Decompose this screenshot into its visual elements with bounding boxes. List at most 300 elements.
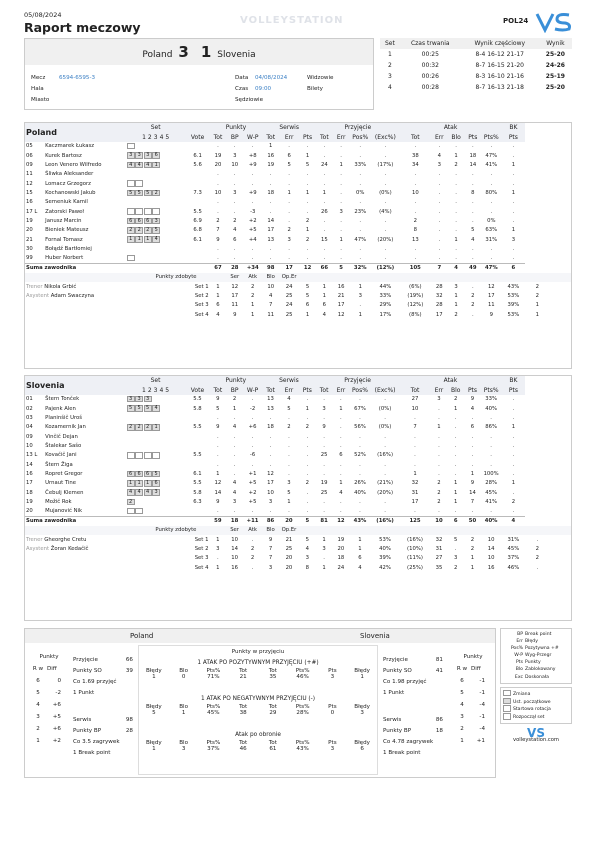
stat-cell: 24 [320,162,328,169]
grid-header: Pts% [295,668,310,674]
stat-cell: 47% [485,152,498,159]
player-number: 16 [26,471,33,478]
set-stat-cell: 11 [231,302,239,309]
stat-cell: 1 [511,227,516,234]
stat-cell: 18 [267,190,275,197]
player-row[interactable] [25,497,571,506]
set-stat-cell: 17% [379,311,392,318]
stat-cell: (0%) [379,190,392,197]
set-position-box: 6 [135,471,143,478]
set-stat-cell: 6 [358,555,362,562]
stat-cell: 25 [320,489,328,496]
rotation-number: 1 [460,738,464,744]
player-row[interactable] [25,507,571,516]
page-title: Raport meczowy [24,20,141,35]
set-position-box: 3 [127,396,135,403]
set-stat-cell: 17 [337,302,345,309]
stat-cell: . [288,461,290,468]
set-stat-cell: 1 [358,545,362,552]
set-label: Set 2 [194,292,209,299]
stat-cell: 1 [511,424,516,431]
bottom-header [25,629,495,643]
set-stat-cell: 53% [507,311,520,318]
set-stat-cell: 6 [322,302,327,309]
section-title: 1 ATAK PO POZYTYWNYM PRZYJĘCIU (+#) [197,660,319,666]
sum-cell: 17 [279,263,299,272]
sum-cell: 7 [431,263,448,272]
stat-cell: 16 [267,152,275,159]
set-stat-cell: . [472,311,474,318]
stat-cell: . [217,246,219,253]
away-team-name: Slovenia [217,50,256,60]
stat-cell: (0%) [378,405,392,412]
stat-cell: 2 [287,227,291,234]
stat-cell: . [455,199,457,206]
stat-cell: . [438,246,441,253]
stat-subheader: Tot [400,132,431,141]
stat-cell: -6 [249,452,256,459]
sum-cell: 5 [299,516,316,525]
home-team-name: Poland [26,127,57,137]
stat-cell: . [384,143,387,150]
stat-cell: . [471,433,474,440]
stat-cell: . [512,171,515,178]
player-number: 01 [26,396,33,403]
player-row[interactable] [25,451,571,460]
player-row[interactable] [25,160,571,169]
stat-subheader: (Exc%) [371,132,400,141]
set-position-box [135,452,143,459]
stat-cell: 14 [214,489,222,496]
set-stat-cell: 1 [358,283,362,290]
set-stat-cell: 24 [285,283,293,290]
set-stat-cell: 2 [535,545,540,552]
player-row[interactable] [25,395,571,404]
legend-item [503,652,569,659]
home-srv-summary [73,715,133,759]
set-stat-cell: (19%) [407,292,424,299]
set-cell: 00:28 [421,84,439,91]
set-stat-cell: 24 [285,302,293,309]
stat-cell: . [251,415,254,422]
rotation-row [453,735,493,747]
set-stat-cell: 1 [322,536,326,543]
sum-label: Suma zawodnika [25,516,126,525]
stat-cell: 2 [437,499,441,506]
set-stat-cell: 2 [470,545,475,552]
set-position-box: 3 [135,396,143,403]
stat-cell: 27 [411,396,419,403]
player-row[interactable] [25,413,571,422]
player-row[interactable] [25,235,571,244]
grid-value: 0 [330,710,335,716]
set-position-box: 4 [144,489,152,496]
set-position-box: 3 [152,489,160,496]
stat-cell: 38 [411,152,419,159]
stat-cell: . [233,508,236,515]
stat-cell: . [359,218,362,225]
stat-cell: . [288,208,290,215]
stat-cell: . [323,152,326,159]
przyjecie-header: Przyjęcie [316,376,400,385]
stat-cell: . [251,433,254,440]
player-number: 16 [26,199,33,206]
stat-cell: . [438,171,441,178]
stat-cell: 0% [356,190,365,197]
stat-cell: . [490,180,493,187]
label-sedziowie: Sędziowie [235,97,264,103]
player-row[interactable] [25,404,571,413]
stat-cell: 5 [287,162,291,169]
set-stat-cell: 1 [251,302,255,309]
stat-cell: (4%) [379,208,392,215]
stat-cell: . [438,471,440,478]
stat-cell: 52% [354,452,366,459]
stat-cell: . [340,152,342,159]
atak-header: Atak [400,123,502,132]
set-number: 1 [141,386,146,394]
stat-cell: 2 [413,218,418,225]
player-row[interactable] [25,207,571,216]
volleystation-logo-icon [535,11,573,33]
stat-cell: . [472,218,474,225]
stat-cell: 10 [231,162,239,169]
stat-cell: . [414,508,416,515]
stat-cell: 4 [471,236,475,243]
stat-cell: . [414,452,416,459]
rotation-diff: +6 [52,702,61,708]
bk-header: BK [501,376,525,385]
label-miasto: Miasto [31,97,50,103]
stat-cell [186,170,210,179]
stat-cell [186,432,210,441]
set-position-box: 1 [144,236,152,243]
sum-cell: 20 [279,516,299,525]
stat-cell: . [269,199,272,206]
stat-cell: . [340,499,342,506]
stat-cell: 4 [339,489,343,496]
stat-cell: 31 [411,489,419,496]
rw-header: R w [456,666,468,672]
player-name: Planinšič Uroš [45,415,83,422]
player-name: Śliwka Aleksander [45,171,94,178]
player-row[interactable] [25,216,571,225]
player-row[interactable] [25,254,571,263]
stat-cell: . [269,255,272,262]
stat-subheader: BP [226,132,243,141]
punkty-zdobyte-header: Punkty zdobyte [126,273,227,282]
set-stat-cell: 14 [487,545,495,552]
stat-cell: 5.5 [193,452,202,459]
summary-note: Co 4.78 zagrywek [383,739,434,745]
player-row[interactable] [25,151,571,160]
stat-cell: . [359,471,361,478]
rot-title: Punkty [39,654,59,660]
match-id-link[interactable]: 6594-6595-3 [59,75,96,81]
set-label: Set 3 [194,555,209,562]
player-name: Kochanowski Jakub [45,190,96,197]
set-stat-cell: 1 [216,564,220,571]
set-cell: 1 [387,51,392,58]
set-header: Set [126,123,186,132]
stat-cell: 5.5 [193,480,202,487]
stat-cell: . [455,180,457,187]
set-row [380,49,572,60]
grid-header: Pts [328,704,337,710]
set-number: 3 [153,133,158,141]
set-stat-cell: (16%) [407,536,423,543]
stat-cell: 5.5 [193,396,202,403]
bottom-summary [24,628,496,778]
set-stat-cell: 4 [305,545,310,552]
stat-cell: 1 [287,499,291,506]
stat-cell: 80% [485,190,498,197]
player-name: Fornal Tomasz [45,236,83,243]
set-cell: 3 [387,73,392,80]
stat-cell: 41% [485,162,498,169]
stat-cell: 2 [216,218,220,225]
stat-cell: . [269,415,272,422]
stat-cell: 3 [287,480,291,487]
legend-key: Err [516,639,523,645]
set-position-box [135,180,143,187]
stat-cell: . [340,143,342,150]
player-row[interactable] [25,441,571,450]
stat-cell: 7 [413,424,417,431]
stat-cell: 45% [485,489,498,496]
grid-value: 0 [181,674,186,680]
stat-cell: . [306,171,309,178]
set-stat-cell: (10%) [407,545,423,552]
stat-subheader: Err [431,385,448,394]
set-stat-cell: 5 [305,292,310,299]
stat-cell: . [384,199,387,206]
summary-value: 39 [125,668,133,674]
rotation-row [29,711,69,723]
set-stat-cell: 3 [305,555,310,562]
player-row[interactable] [25,432,571,441]
set-stat-cell: . [536,564,539,571]
stat-cell: . [216,415,219,422]
stat-cell: . [384,508,386,515]
set-position-box: 5 [152,471,160,478]
set-stat-cell: 10 [231,555,238,562]
set-cell: 8-3 16-10 21-16 [475,73,524,80]
summary-note: Co 1.98 przyjęć [383,679,427,685]
stat-cell: 2 [454,396,458,403]
set-position-box: 6 [127,218,135,225]
home-team-name: Poland [142,50,173,60]
stat-cell: . [512,405,515,412]
stat-subheader: (Exc%) [371,385,400,394]
stat-cell: . [323,143,326,150]
grid-header: Tot [239,704,248,710]
stat-cell: . [288,255,290,262]
player-name: Kurek Bartosz [45,152,82,159]
player-number: 20 [26,227,33,234]
stat-cell: 6 [287,152,291,159]
set-position-box: 4 [135,489,143,496]
stat-cell [186,142,210,151]
home-sets-won: 3 [178,43,189,61]
stat-cell: . [359,143,362,150]
rotation-row [29,723,69,735]
stat-cell: . [414,180,417,187]
rotation-row [29,675,69,687]
stat-cell: . [340,255,342,262]
stat-cell: . [438,452,440,459]
set-number: 5 [165,386,170,394]
set-stats-row [25,563,571,572]
rotation-number: 4 [460,702,464,708]
stat-cell: . [472,246,474,253]
player-row[interactable] [25,479,571,488]
stat-cell: . [384,255,387,262]
stat-cell: . [217,180,219,187]
stat-cell: 7 [470,499,475,506]
player-row[interactable] [25,188,571,197]
stat-cell: . [454,415,457,422]
stat-cell: 26 [320,208,328,215]
player-row[interactable] [25,460,571,469]
stat-cell: . [306,199,309,206]
set-stat-cell: 40% [379,545,391,552]
stat-cell: . [216,508,219,515]
set-position-box: 3 [144,396,152,403]
set-position-box: 1 [144,480,152,487]
set-stat-cell: 1 [535,311,540,318]
set-stat-cell: 10 [487,536,495,543]
stat-cell: 23% [354,208,367,215]
player-number: 02 [26,405,33,412]
stat-cell: 6.3 [193,499,202,506]
summary-note: 1 Break point [383,750,421,756]
stat-cell [186,441,210,450]
player-row[interactable] [25,142,571,151]
set-stat-cell: 1 [454,292,458,299]
set-position-box: 3 [144,152,152,159]
stat-cell: . [414,143,417,150]
set-position-box [127,508,135,515]
player-number: 05 [26,143,33,150]
stat-cell: . [414,199,417,206]
player-row[interactable] [25,423,571,432]
stat-cell: . [306,396,309,403]
stat-cell: 3 [287,236,291,243]
stat-cell: . [414,461,416,468]
home-player-table [25,123,571,319]
stat-cell: 9 [216,499,220,506]
stat-cell: . [288,199,290,206]
stat-cell: 17 [267,227,275,234]
rotation-diff: -4 [479,702,485,708]
stat-cell: 41% [485,499,498,506]
label-data: Data [235,75,249,81]
stat-cell: . [471,452,474,459]
stat-cell: . [323,246,326,253]
set-stat-cell: 2 [471,302,475,309]
stat-cell: . [306,508,309,515]
set-stat-cell: 1 [305,311,310,318]
stat-cell: . [490,255,493,262]
stat-cell: . [512,180,515,187]
stat-cell: 9 [470,480,475,487]
set-position-box: 4 [135,162,143,169]
player-row[interactable] [25,179,571,188]
stat-cell: 9 [216,236,220,243]
player-number: 13 L [26,452,38,459]
legend-item [503,666,569,673]
stat-subheader: Tot [399,385,430,394]
stat-cell: 1 [287,190,291,197]
rotation-row [453,687,493,699]
set-stat-cell: 1 [322,564,326,571]
vote-header: Vote [186,132,210,141]
stat-cell: . [512,433,515,440]
atk-header: Atk [243,526,262,535]
stat-cell: . [359,508,361,515]
stat-cell: . [306,461,309,468]
stat-cell: . [512,255,515,262]
stat-cell: 5 [216,405,220,412]
set-stat-cell: 35 [435,564,443,571]
stat-cell: . [251,171,254,178]
set-stat-cell: 1 [470,555,475,562]
stat-cell: 6.1 [193,236,202,243]
legend-key: Pts [516,660,523,666]
stat-cell: . [340,443,342,450]
set-stat-cell: 1 [358,311,362,318]
player-name: Štern Žiga [45,461,73,468]
sum-cell: 12 [333,516,350,525]
bk-header: BK [501,123,525,132]
set-stat-cell: 6 [305,302,310,309]
stat-cell: 1 [339,480,343,487]
player-row[interactable] [25,244,571,253]
stat-cell: . [438,405,440,412]
set-stat-cell: 29% [379,302,392,309]
grid-value: 61 [269,746,277,752]
stat-cell: . [288,218,290,225]
player-row[interactable] [25,198,571,207]
player-row[interactable] [25,488,571,497]
set-stat-cell: 7 [269,302,273,309]
player-row[interactable] [25,226,571,235]
stat-cell: . [288,246,290,253]
player-row[interactable] [25,170,571,179]
stat-cell: . [233,171,236,178]
set-stats-row [25,544,571,553]
set-position-box: 4 [144,162,152,169]
stat-cell: . [323,443,325,450]
stat-cell: . [288,415,290,422]
set-stat-cell: 31% [507,536,520,543]
sum-cell: 4 [501,516,525,525]
stat-cell: . [472,208,474,215]
sum-cell: (16%) [371,516,400,525]
stat-cell: 7 [216,227,220,234]
player-row[interactable] [25,469,571,478]
player-name: Bołądź Bartłomiej [45,246,92,253]
punkty-header: Punkty [209,376,262,385]
stat-cell: . [455,190,457,197]
stat-cell: . [340,180,342,187]
stat-cell: 8 [413,227,418,234]
stat-cell: . [490,208,493,215]
brand-watermark: VOLLEYSTATION [240,15,344,26]
set-stat-cell: 16 [231,564,238,571]
stat-cell: 13 [267,405,274,412]
